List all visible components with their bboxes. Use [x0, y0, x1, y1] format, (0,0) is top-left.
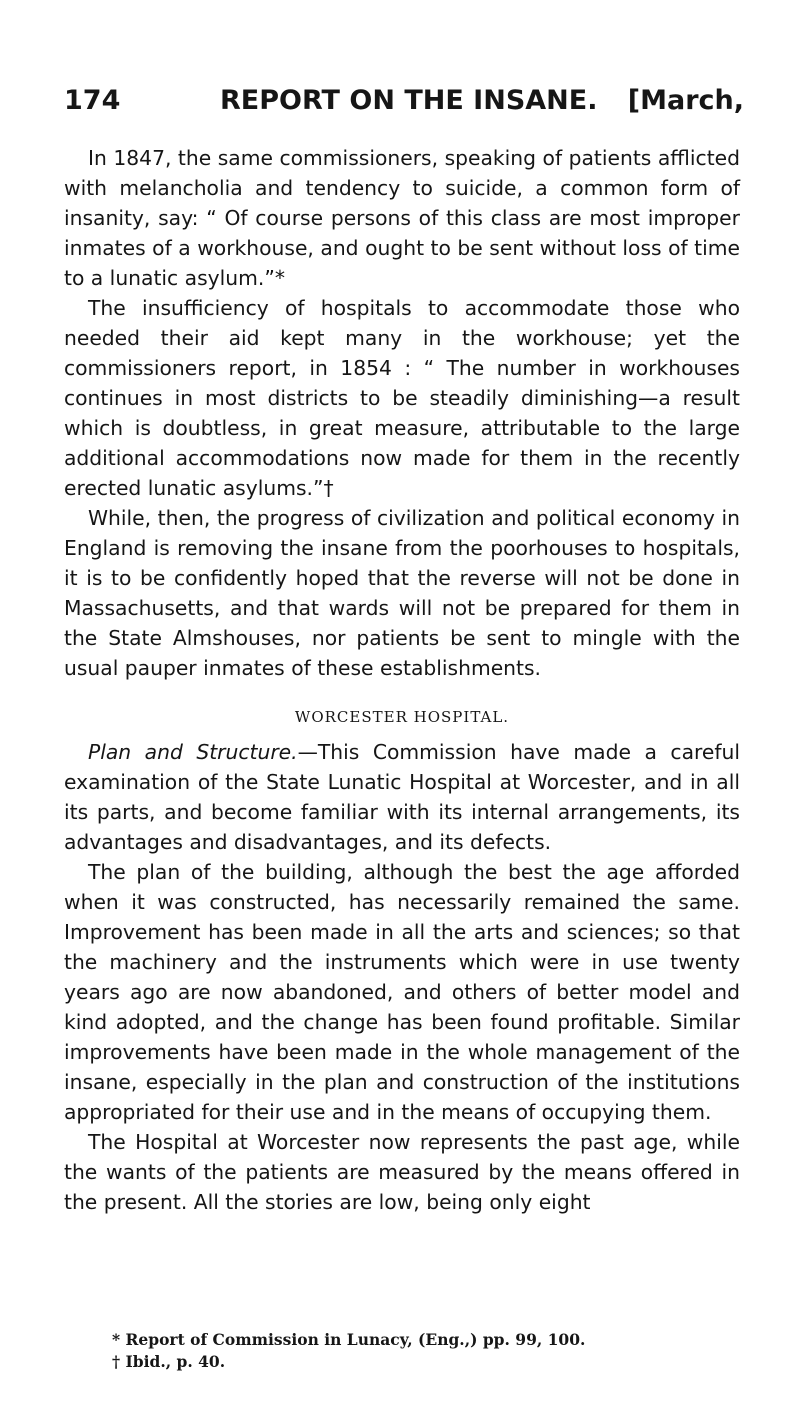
paragraph-plan — [64, 737, 740, 857]
paragraph: In 1847, the same commissioners, speaking of patients afflicted with melancholia and tendency to suicide, a common form of insanity, say: “ Of course persons of this class are most improper inmates of a workhouse, and ought to be sent without loss of time to a lunatic asylum.”* — [64, 146, 740, 290]
paragraph: The insufficiency of hospitals to accommodate those who needed their aid kept many in the workhouse; yet the commissioners report, in 1854 : “ The number in workhouses continues in most districts to be steadily diminishing—a result which is doubtless, in great measure, attributable to the large additional accommodations now made for them in the recently erected lunatic asylums.”† — [64, 296, 740, 500]
paragraph-lead: Plan and Structure. — [88, 740, 298, 764]
footnote: † Ibid., p. 40. — [112, 1352, 226, 1371]
body-text — [64, 143, 740, 1217]
paragraph: While, then, the progress of civilization and political economy in England is removing the insane from the poorhouses to hospitals, it is to be confidently hoped that the reverse will not be done in Massachusetts, and that wards will not be prepared for them in the State Almshouses, nor patients be sent to mingle with the usual pauper inmates of these establishments. — [64, 506, 740, 680]
paragraph: The plan of the building, although the best the age afforded when it was constructed, has necessarily remained the same. Improvement has been made in all the arts and sciences; so that the machinery and the instruments which were in use twenty years ago are now abandoned, and others of better model and kind adopted, and the change has been found profitable. Similar improvements have been made in the whole management of the insane, especially in the plan and construction of the institutions appropriated for their use and in the means of occupying them. — [64, 860, 740, 1124]
section-heading: WORCESTER HOSPITAL. — [294, 708, 510, 726]
page-header — [64, 85, 744, 125]
paragraph: The Hospital at Worcester now represents the past age, while the wants of the patients are measured by the means offered in the present. All the stories are low, being only eight — [64, 1130, 740, 1214]
section-marker: [March, — [627, 85, 744, 116]
running-title: REPORT ON THE INSANE. — [220, 85, 598, 116]
footnote: * Report of Commission in Lunacy, (Eng.,) pp. 99, 100. — [112, 1330, 586, 1349]
paragraph-text: —This Commission have made a careful examination of the State Lunatic Hospital at Worcester, and in all its parts, and become familiar with its internal arrangements, its advantages and disadvantages, and its defects. — [64, 740, 740, 854]
footnotes — [112, 1329, 732, 1373]
page-number: 174 — [64, 85, 121, 116]
